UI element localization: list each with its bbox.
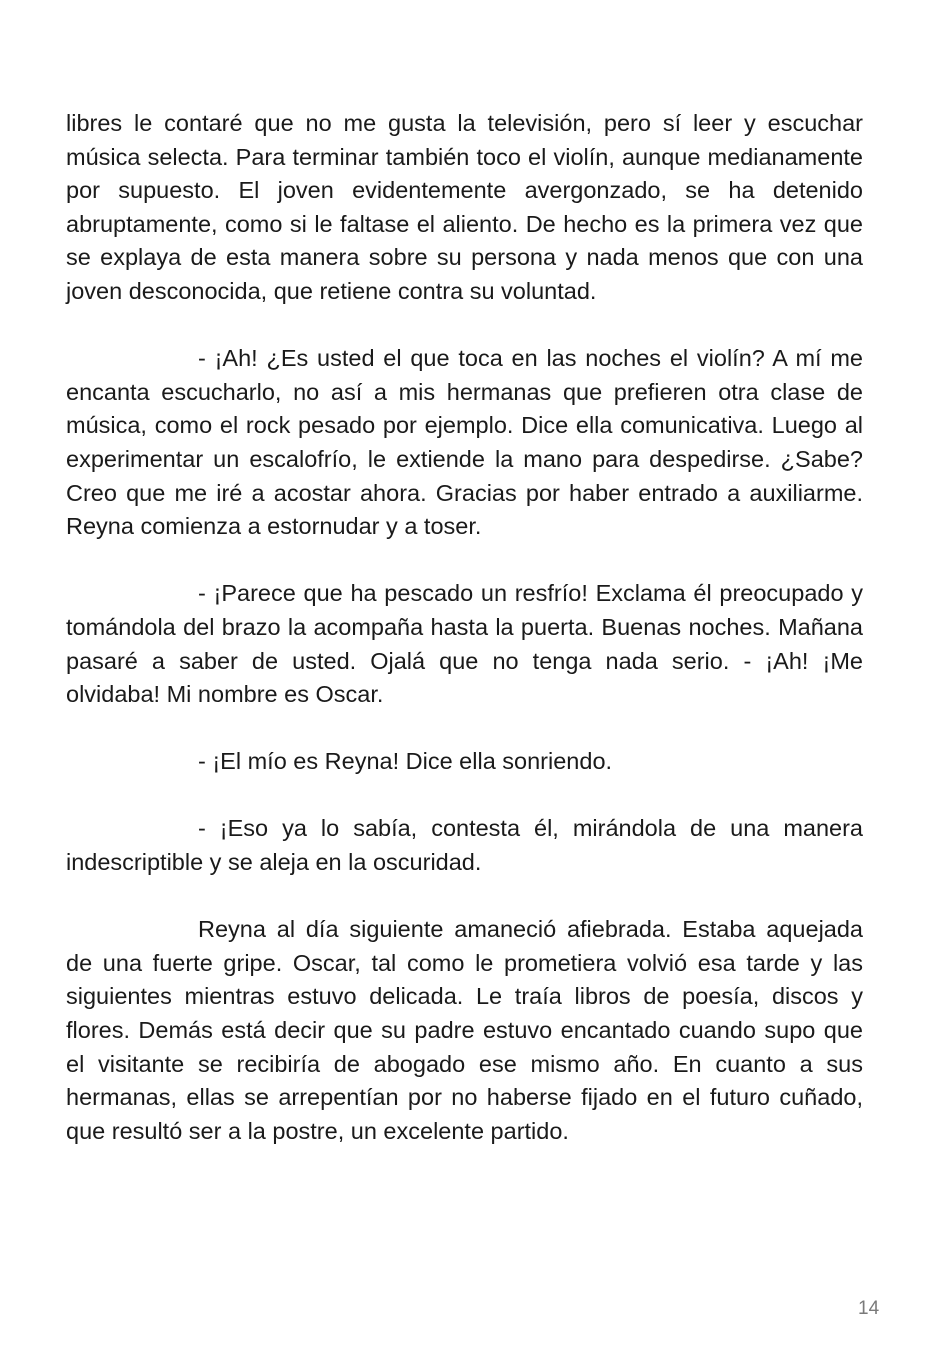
paragraph-dialogue-oscar-reply: - ¡Eso ya lo sabía, contesta él, mirándola de una manera indescriptible y se aleja en la oscuridad. xyxy=(66,815,863,876)
paragraph-dialogue-oscar: - ¡Parece que ha pescado un resfrío! Exclama él preocupado y tomándola del brazo la acompaña hasta la puerta. Buenas noches. Mañana pasaré a saber de usted. Ojalá que no tenga nada serio. - ¡Ah! ¡Me olvidaba! Mi nombre es Oscar. xyxy=(66,580,863,708)
page-number: 14 xyxy=(858,1298,880,1319)
body-text xyxy=(66,107,863,1182)
paragraph-dialogue-reyna: - ¡Ah! ¿Es usted el que toca en las noches el violín? A mí me encanta escucharlo, no así a mis hermanas que prefieren otra clase de música, como el rock pesado por ejemplo. Dice ella comunicativa. Luego al experimentar un escalofrío, le extiende la mano para despedirse. ¿Sabe? Creo que me iré a acostar ahora. Gracias por haber entrado a auxiliarme. Reyna comienza a estornudar y a toser. xyxy=(66,345,863,540)
paragraph-narrative: Reyna al día siguiente amaneció afiebrada. Estaba aquejada de una fuerte gripe. Oscar, tal como le prometiera volvió esa tarde y las siguientes mientras estuvo delicada. Le traía libros de poesía, discos y flores. Demás está decir que su padre estuvo encantado cuando supo que el visitante se recibiría de abogado ese mismo año. En cuanto a sus hermanas, ellas se arrepentían por no haberse fijado en el futuro cuñado, que resultó ser a la postre, un excelente partido. xyxy=(66,916,863,1144)
paragraph-dialogue-reyna-name: - ¡El mío es Reyna! Dice ella sonriendo. xyxy=(198,748,613,775)
paragraph-continuation: libres le contaré que no me gusta la televisión, pero sí leer y escuchar música selecta. Para terminar también toco el violín, aunque medianamente por supuesto. El joven evidentemente avergonzado, se ha detenido abruptamente, como si le faltase el aliento. De hecho es la primera vez que se explaya de esta manera sobre su persona y nada menos que con una joven desconocida, que retiene contra su voluntad. xyxy=(66,110,863,304)
